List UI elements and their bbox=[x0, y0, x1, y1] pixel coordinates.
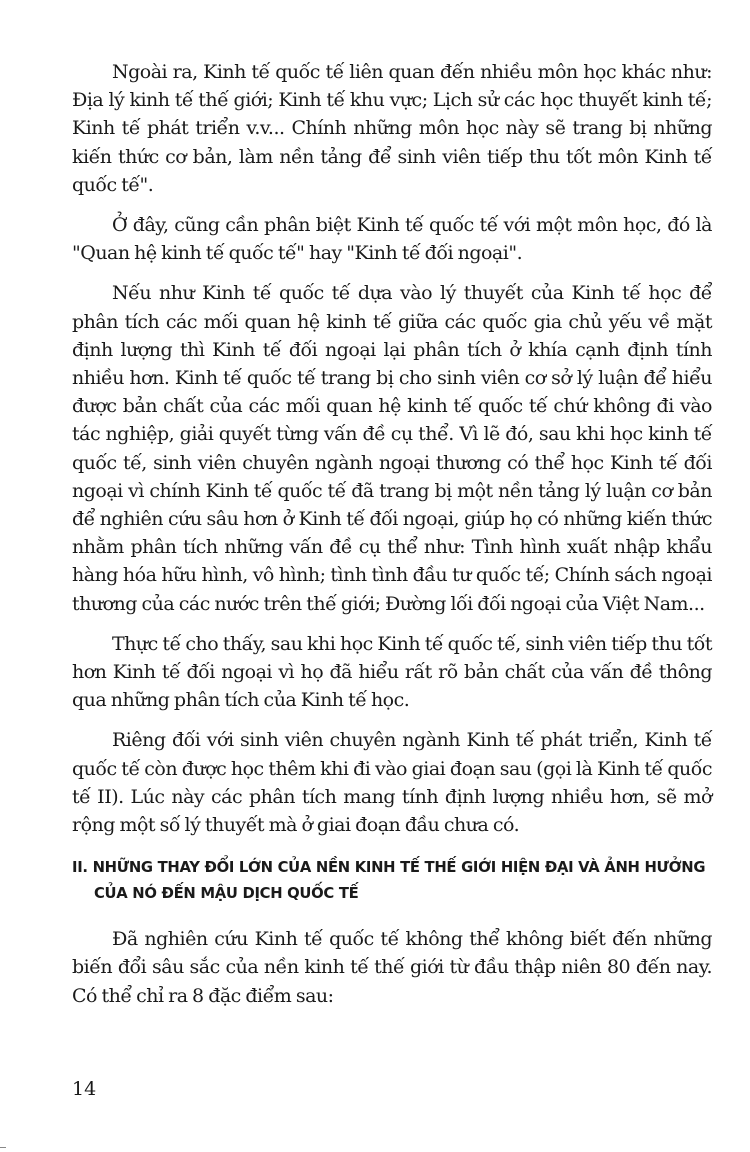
paragraph-development-economics: Riêng đối với sinh viên chuyên ngành Kinh tế phát triển, Kinh tế quốc tế còn được học thêm khi đi vào giai đoạn sau (gọi là Kinh tế quốc tế II). Lúc này các phân tích mang tính định lượng nhiều hơn, sẽ mở rộng một số lý thuyết mà ở giai đoạn đầu chưa có. bbox=[72, 729, 712, 837]
section-heading: II. NHỮNG THAY ĐỔI LỚN CỦA NỀN KINH TẾ THẾ GIỚI HIỆN ĐẠI VÀ ẢNH HƯỞNG CỦA NÓ ĐẾN MẬU DỊCH QUỐC TẾ bbox=[72, 859, 706, 903]
paragraph-quantitative-vs-qualitative: Nếu như Kinh tế quốc tế dựa vào lý thuyết của Kinh tế học để phân tích các mối quan hệ kinh tế giữa các quốc gia chủ yếu về mặt định lượng thì Kinh tế đối ngoại lại phân tích ở khía cạnh định tính nhiều hơn. Kinh tế quốc tế trang bị cho sinh viên cơ sở lý luận để hiểu được bản chất của các mối quan hệ kinh tế quốc tế chứ không đi vào tác nghiệp, giải quyết từng vấn đề cụ thể. Vì lẽ đó, sau khi học kinh tế quốc tế, sinh viên chuyên ngành ngoại thương có thể học Kinh tế đối ngoại vì chính Kinh tế quốc tế đã trang bị một nền tảng lý luận cơ bản để nghiên cứu sâu hơn ở Kinh tế đối ngoại, giúp họ có những kiến thức nhằm phân tích những vấn đề cụ thể như: Tình hình xuất nhập khẩu hàng hóa hữu hình, vô hình; tình tình đầu tư quốc tế; Chính sách ngoại thương của các nước trên thế giới; Đường lối đối ngoại của Việt Nam... bbox=[72, 282, 712, 615]
paragraph-practical-outcome: Thực tế cho thấy, sau khi học Kinh tế quốc tế, sinh viên tiếp thu tốt hơn Kinh tế đối ngoại vì họ đã hiểu rất rõ bản chất của vấn đề thông qua những phân tích của Kinh tế học. bbox=[72, 632, 712, 712]
page-number: 14 bbox=[72, 1078, 97, 1100]
crop-mark bbox=[0, 1147, 6, 1148]
document-page bbox=[72, 58, 712, 1022]
paragraph-distinguish-subjects: Ở đây, cũng cần phân biệt Kinh tế quốc tế với một môn học, đó là "Quan hệ kinh tế quốc tế" hay "Kinh tế đối ngoại". bbox=[72, 214, 712, 265]
paragraph-eight-features: Đã nghiên cứu Kinh tế quốc tế không thể không biết đến những biến đổi sâu sắc của nền kinh tế thế giới từ đầu thập niên 80 đến nay. Có thể chỉ ra 8 đặc điểm sau: bbox=[72, 928, 712, 1007]
paragraph-related-subjects: Ngoài ra, Kinh tế quốc tế liên quan đến nhiều môn học khác như: Địa lý kinh tế thế giới; Kinh tế khu vực; Lịch sử các học thuyết kinh tế; Kinh tế phát triển v.v... Chính những môn học này sẽ trang bị những kiến thức cơ bản, làm nền tảng để sinh viên tiếp thu tốt môn Kinh tế quốc tế". bbox=[72, 61, 712, 196]
